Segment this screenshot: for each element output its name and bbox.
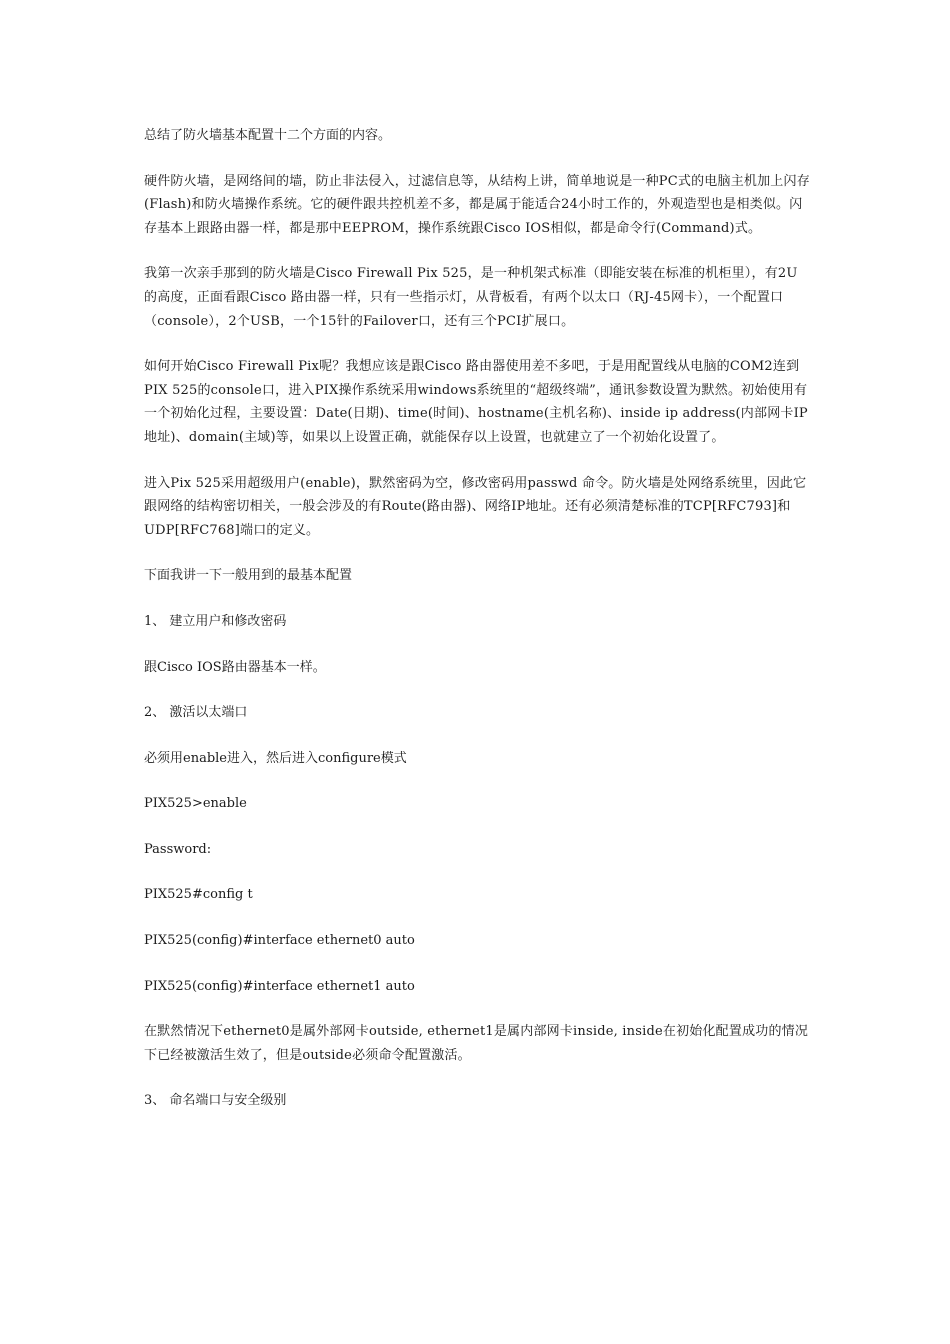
command-line: PIX525#config t: [144, 887, 253, 903]
section-heading-1: 1、 建立用户和修改密码: [144, 613, 287, 629]
pix525-description-paragraph: 我第一次亲手那到的防火墙是Cisco Firewall Pix 525，是一种机架式标准（即能安装在标准的机柜里），有2U的高度，正面看跟Cisco 路由器一样，只有一些指示灯，从背板看，有两个以太口（RJ-45网卡），一个配置口（console），2个USB，一个15针的Failover口，还有三个PCI扩展口。: [144, 266, 798, 329]
document-page: [144, 124, 810, 1135]
intro-summary: 总结了防火墙基本配置十二个方面的内容。: [144, 128, 392, 143]
section-1-text: 跟Cisco IOS路由器基本一样。: [144, 659, 326, 675]
ethernet-explanation-paragraph: 在默然情况下ethernet0是属外部网卡outside, ethernet1是属内部网卡inside, inside在初始化配置成功的情况下已经被激活生效了，但是outside必须命令配置激活。: [144, 1024, 809, 1063]
section-heading-3: 3、 命名端口与安全级别: [144, 1093, 287, 1109]
section-2-text: 必须用enable进入，然后进入configure模式: [144, 750, 407, 766]
command-line: Password:: [144, 841, 212, 857]
enable-password-paragraph: 进入Pix 525采用超级用户(enable)，默然密码为空，修改密码用passwd 命令。防火墙是处网络系统里，因此它跟网络的结构密切相关，一般会涉及的有Route(路由器)、网络IP地址。还有必须清楚标准的TCP[RFC793]和UDP[RFC768]端口的定义。: [144, 475, 807, 538]
getting-started-paragraph: 如何开始Cisco Firewall Pix呢？我想应该是跟Cisco 路由器使用差不多吧，于是用配置线从电脑的COM2连到PIX 525的console口，进入PIX操作系统采用windows系统里的“超级终端”，通讯参数设置为默然。初始使用有一个初始化过程，主要设置：Date(日期)、time(时间)、hostname(主机名称)、inside ip address(内部网卡IP地址)、domain(主域)等，如果以上设置正确，就能保存以上设置，也就建立了一个初始化设置了。: [144, 359, 808, 445]
basic-config-intro: 下面我讲一下一般用到的最基本配置: [144, 568, 353, 584]
hardware-firewall-paragraph: 硬件防火墙，是网络间的墙，防止非法侵入，过滤信息等，从结构上讲，简单地说是一种PC式的电脑主机加上闪存(Flash)和防火墙操作系统。它的硬件跟共控机差不多，都是属于能适合24小时工作的，外观造型也是相类似。闪存基本上跟路由器一样，都是那中EEPROM，操作系统跟Cisco IOS相似，都是命令行(Command)式。: [144, 173, 810, 236]
command-line: PIX525(config)#interface ethernet0 auto: [144, 933, 415, 949]
section-heading-2: 2、 激活以太端口: [144, 705, 248, 721]
command-line: PIX525>enable: [144, 796, 247, 812]
command-line: PIX525(config)#interface ethernet1 auto: [144, 978, 415, 994]
